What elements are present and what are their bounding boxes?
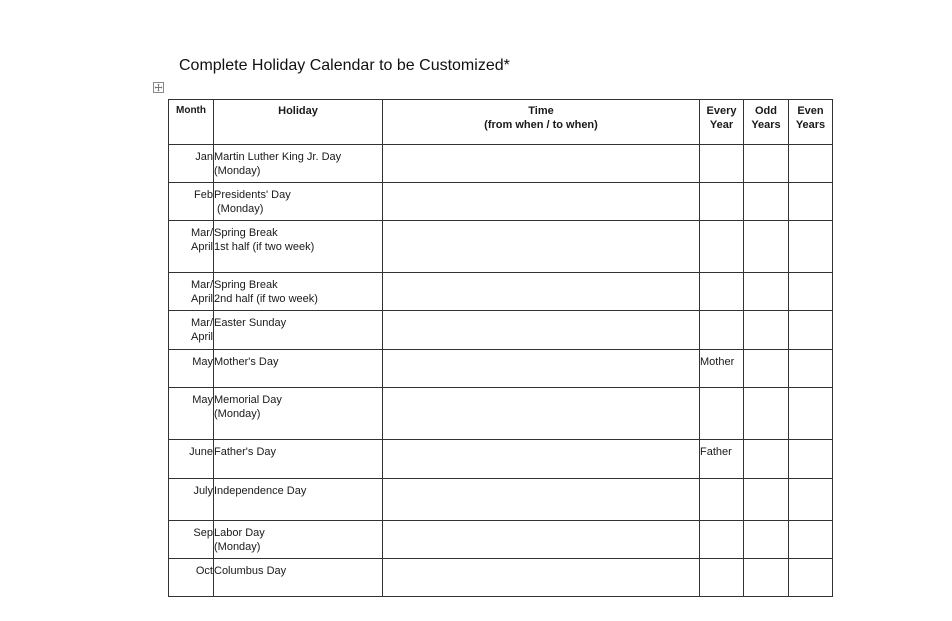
holiday-note: (Monday) xyxy=(214,408,261,420)
holiday-label: Martin Luther King Jr. Day xyxy=(214,151,342,163)
odd-years-cell[interactable] xyxy=(744,521,789,559)
month-label: Mar/ xyxy=(191,279,213,291)
holiday-note: (Monday) xyxy=(217,203,264,215)
even-years-cell[interactable] xyxy=(789,521,833,559)
header-time-sublabel: (from when / to when) xyxy=(484,119,598,131)
month-label-2: April xyxy=(190,331,213,343)
time-cell[interactable] xyxy=(383,479,700,521)
header-even-years xyxy=(789,100,833,145)
month-cell xyxy=(169,479,214,521)
holiday-note: 1st half (if two week) xyxy=(214,241,315,253)
month-label: July xyxy=(193,485,213,497)
holiday-note: 2nd half (if two week) xyxy=(214,293,318,305)
time-cell[interactable] xyxy=(383,145,700,183)
even-years-cell[interactable] xyxy=(789,388,833,440)
table-row xyxy=(169,273,833,311)
table-row xyxy=(169,221,833,273)
table-row xyxy=(169,183,833,221)
header-month xyxy=(169,100,214,145)
time-cell[interactable] xyxy=(383,221,700,273)
even-years-cell[interactable] xyxy=(789,440,833,479)
month-label-2: April xyxy=(190,241,213,253)
month-label: Mar/ xyxy=(191,227,213,239)
time-cell[interactable] xyxy=(383,311,700,350)
table-row xyxy=(169,350,833,388)
holiday-cell xyxy=(214,479,383,521)
table-move-handle[interactable] xyxy=(153,82,164,93)
month-cell xyxy=(169,311,214,350)
month-cell xyxy=(169,388,214,440)
header-month-label: Month xyxy=(176,105,206,116)
holiday-label: Memorial Day xyxy=(214,394,282,406)
header-holiday-label: Holiday xyxy=(278,105,318,117)
header-even-sublabel: Years xyxy=(795,119,826,131)
holiday-note: (Monday) xyxy=(214,541,261,553)
every-year-cell[interactable] xyxy=(700,479,744,521)
odd-years-cell[interactable] xyxy=(744,145,789,183)
holiday-label: Presidents' Day xyxy=(214,189,291,201)
holiday-label: Father's Day xyxy=(214,446,277,458)
every-year-cell[interactable]: Mother xyxy=(700,350,744,388)
holiday-cell xyxy=(214,183,383,221)
time-cell[interactable] xyxy=(383,440,700,479)
month-label-2: April xyxy=(190,293,213,305)
even-years-cell[interactable] xyxy=(789,559,833,597)
even-years-cell[interactable] xyxy=(789,479,833,521)
every-year-cell[interactable] xyxy=(700,521,744,559)
table-row xyxy=(169,388,833,440)
holiday-calendar-table xyxy=(168,99,833,597)
time-cell[interactable] xyxy=(383,388,700,440)
holiday-cell xyxy=(214,273,383,311)
time-cell[interactable] xyxy=(383,521,700,559)
document-title: Complete Holiday Calendar to be Customized* xyxy=(179,57,510,74)
table-row xyxy=(169,440,833,479)
table-row xyxy=(169,311,833,350)
month-label: Sep xyxy=(193,527,213,539)
month-label: Mar/ xyxy=(191,317,213,329)
every-year-cell[interactable] xyxy=(700,273,744,311)
month-label: Oct xyxy=(195,565,213,577)
odd-years-cell[interactable] xyxy=(744,273,789,311)
header-time-label: Time xyxy=(528,105,554,117)
header-every-label: Every xyxy=(706,105,737,117)
holiday-label: Columbus Day xyxy=(214,565,287,577)
even-years-cell[interactable] xyxy=(789,311,833,350)
odd-years-cell[interactable] xyxy=(744,559,789,597)
month-cell xyxy=(169,145,214,183)
every-year-cell[interactable] xyxy=(700,311,744,350)
holiday-cell xyxy=(214,388,383,440)
header-time xyxy=(383,100,700,145)
header-even-label: Even xyxy=(797,105,824,117)
holiday-label: Labor Day xyxy=(214,527,265,539)
holiday-cell xyxy=(214,521,383,559)
odd-years-cell[interactable] xyxy=(744,388,789,440)
table-row xyxy=(169,559,833,597)
odd-years-cell[interactable] xyxy=(744,440,789,479)
even-years-cell[interactable] xyxy=(789,273,833,311)
header-every-year xyxy=(700,100,744,145)
table-row xyxy=(169,479,833,521)
time-cell[interactable] xyxy=(383,273,700,311)
header-every-sublabel: Year xyxy=(709,119,734,131)
holiday-label: Easter Sunday xyxy=(214,317,287,329)
month-cell xyxy=(169,350,214,388)
table-header-row xyxy=(169,100,833,145)
month-cell xyxy=(169,521,214,559)
time-cell[interactable] xyxy=(383,350,700,388)
month-cell xyxy=(169,273,214,311)
header-odd-years xyxy=(744,100,789,145)
header-odd-sublabel: Years xyxy=(751,119,781,131)
move-icon xyxy=(154,83,163,92)
odd-years-cell[interactable] xyxy=(744,221,789,273)
even-years-cell[interactable] xyxy=(789,221,833,273)
month-cell xyxy=(169,183,214,221)
every-year-cell[interactable]: Father xyxy=(700,440,744,479)
odd-years-cell[interactable] xyxy=(744,311,789,350)
holiday-label: Mother's Day xyxy=(214,356,279,368)
holiday-cell xyxy=(214,311,383,350)
month-cell xyxy=(169,559,214,597)
even-years-cell[interactable] xyxy=(789,183,833,221)
holiday-label: Spring Break xyxy=(214,279,278,291)
month-label: Feb xyxy=(194,189,213,201)
holiday-cell xyxy=(214,221,383,273)
holiday-label: Independence Day xyxy=(214,485,307,497)
every-year-cell[interactable] xyxy=(700,145,744,183)
month-label: May xyxy=(192,356,213,368)
holiday-cell xyxy=(214,440,383,479)
even-years-cell[interactable] xyxy=(789,145,833,183)
every-year-cell[interactable] xyxy=(700,221,744,273)
holiday-cell xyxy=(214,350,383,388)
every-year-cell[interactable] xyxy=(700,559,744,597)
table-row xyxy=(169,521,833,559)
odd-years-cell[interactable] xyxy=(744,350,789,388)
holiday-cell xyxy=(214,559,383,597)
header-odd-label: Odd xyxy=(755,105,777,117)
even-years-cell[interactable] xyxy=(789,350,833,388)
time-cell[interactable] xyxy=(383,559,700,597)
every-year-cell[interactable] xyxy=(700,183,744,221)
holiday-note: (Monday) xyxy=(214,165,261,177)
month-label: May xyxy=(192,394,213,406)
odd-years-cell[interactable] xyxy=(744,479,789,521)
month-label: June xyxy=(189,446,213,458)
odd-years-cell[interactable] xyxy=(744,183,789,221)
holiday-label: Spring Break xyxy=(214,227,278,239)
header-holiday xyxy=(214,100,383,145)
month-cell xyxy=(169,221,214,273)
month-cell xyxy=(169,440,214,479)
month-label: Jan xyxy=(195,151,213,163)
every-year-cell[interactable] xyxy=(700,388,744,440)
holiday-cell xyxy=(214,145,383,183)
table-row xyxy=(169,145,833,183)
time-cell[interactable] xyxy=(383,183,700,221)
